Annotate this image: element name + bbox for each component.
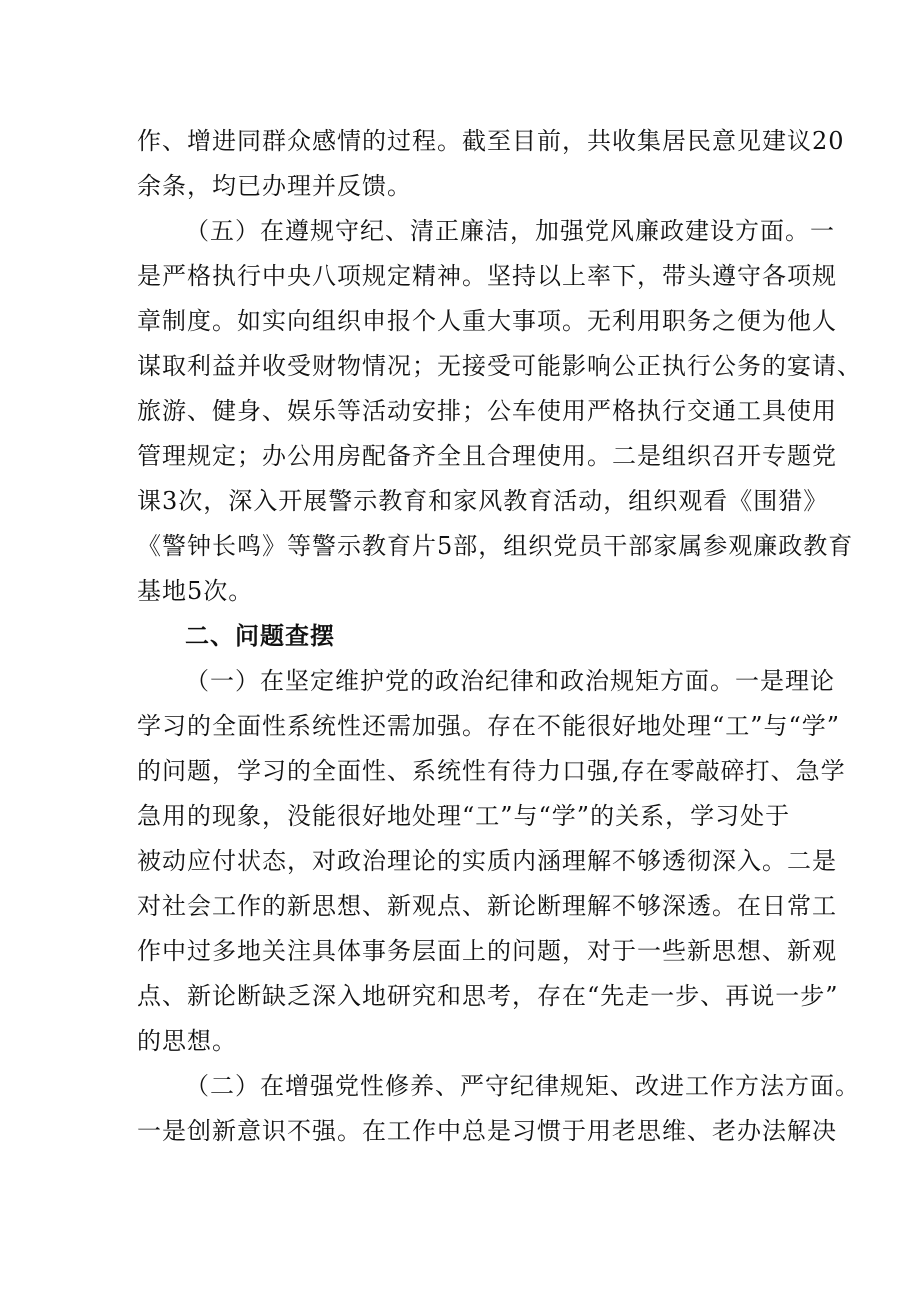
paragraph-line: 的问题，学习的全面性、系统性有待力口强,存在零敲碎打、急学 bbox=[137, 757, 846, 785]
paragraph-line: （二）在增强党性修养、严守纪律规矩、改进工作方法方面。 bbox=[185, 1072, 860, 1100]
paragraph-line: 的思想。 bbox=[137, 1027, 237, 1055]
paragraph-line: 点、新论断缺乏深入地研究和思考，存在“先走一步、再说一步” bbox=[137, 982, 839, 1010]
paragraph-line: 旅游、健身、娱乐等活动安排；公车使用严格执行交通工具使用 bbox=[137, 397, 837, 425]
paragraph-line: 基地5次。 bbox=[137, 577, 254, 605]
paragraph-line: 作、增进同群众感情的过程。截至目前，共收集居民意见建议20 bbox=[137, 127, 845, 155]
paragraph-line: 一是创新意识不强。在工作中总是习惯于用老思维、老办法解决 bbox=[137, 1117, 837, 1145]
section-heading: 二、问题查摆 bbox=[185, 621, 335, 650]
paragraph-line: 学习的全面性系统性还需加强。存在不能很好地处理“工”与“学” bbox=[137, 712, 841, 740]
paragraph-line: 管理规定；办公用房配备齐全且合理使用。二是组织召开专题党 bbox=[137, 442, 837, 470]
paragraph-line: 余条，均已办理并反馈。 bbox=[137, 172, 412, 200]
paragraph-line: 是严格执行中央八项规定精神。坚持以上率下，带头遵守各项规 bbox=[137, 262, 837, 290]
paragraph-line: 《警钟长鸣》等警示教育片5部，组织党员干部家属参观廉政教育 bbox=[137, 532, 854, 560]
paragraph-line: 对社会工作的新思想、新观点、新论断理解不够深透。在日常工 bbox=[137, 892, 837, 920]
paragraph-line: 作中过多地关注具体事务层面上的问题，对于一些新思想、新观 bbox=[137, 937, 837, 965]
paragraph-line: （一）在坚定维护党的政治纪律和政治规矩方面。一是理论 bbox=[185, 667, 835, 695]
paragraph-line: 被动应付状态，对政治理论的实质内涵理解不够透彻深入。二是 bbox=[137, 847, 837, 875]
paragraph-line: 课3次，深入开展警示教育和家风教育活动，组织观看《围猎》 bbox=[137, 487, 829, 515]
paragraph-line: 谋取利益并收受财物情况；无接受可能影响公正执行公务的宴请、 bbox=[137, 352, 862, 380]
paragraph-line: 急用的现象，没能很好地处理“工”与“学”的关系，学习处于 bbox=[137, 802, 791, 830]
paragraph-line: （五）在遵规守纪、清正廉洁，加强党风廉政建设方面。一 bbox=[185, 217, 835, 245]
paragraph-line: 章制度。如实向组织申报个人重大事项。无利用职务之便为他人 bbox=[137, 307, 837, 335]
